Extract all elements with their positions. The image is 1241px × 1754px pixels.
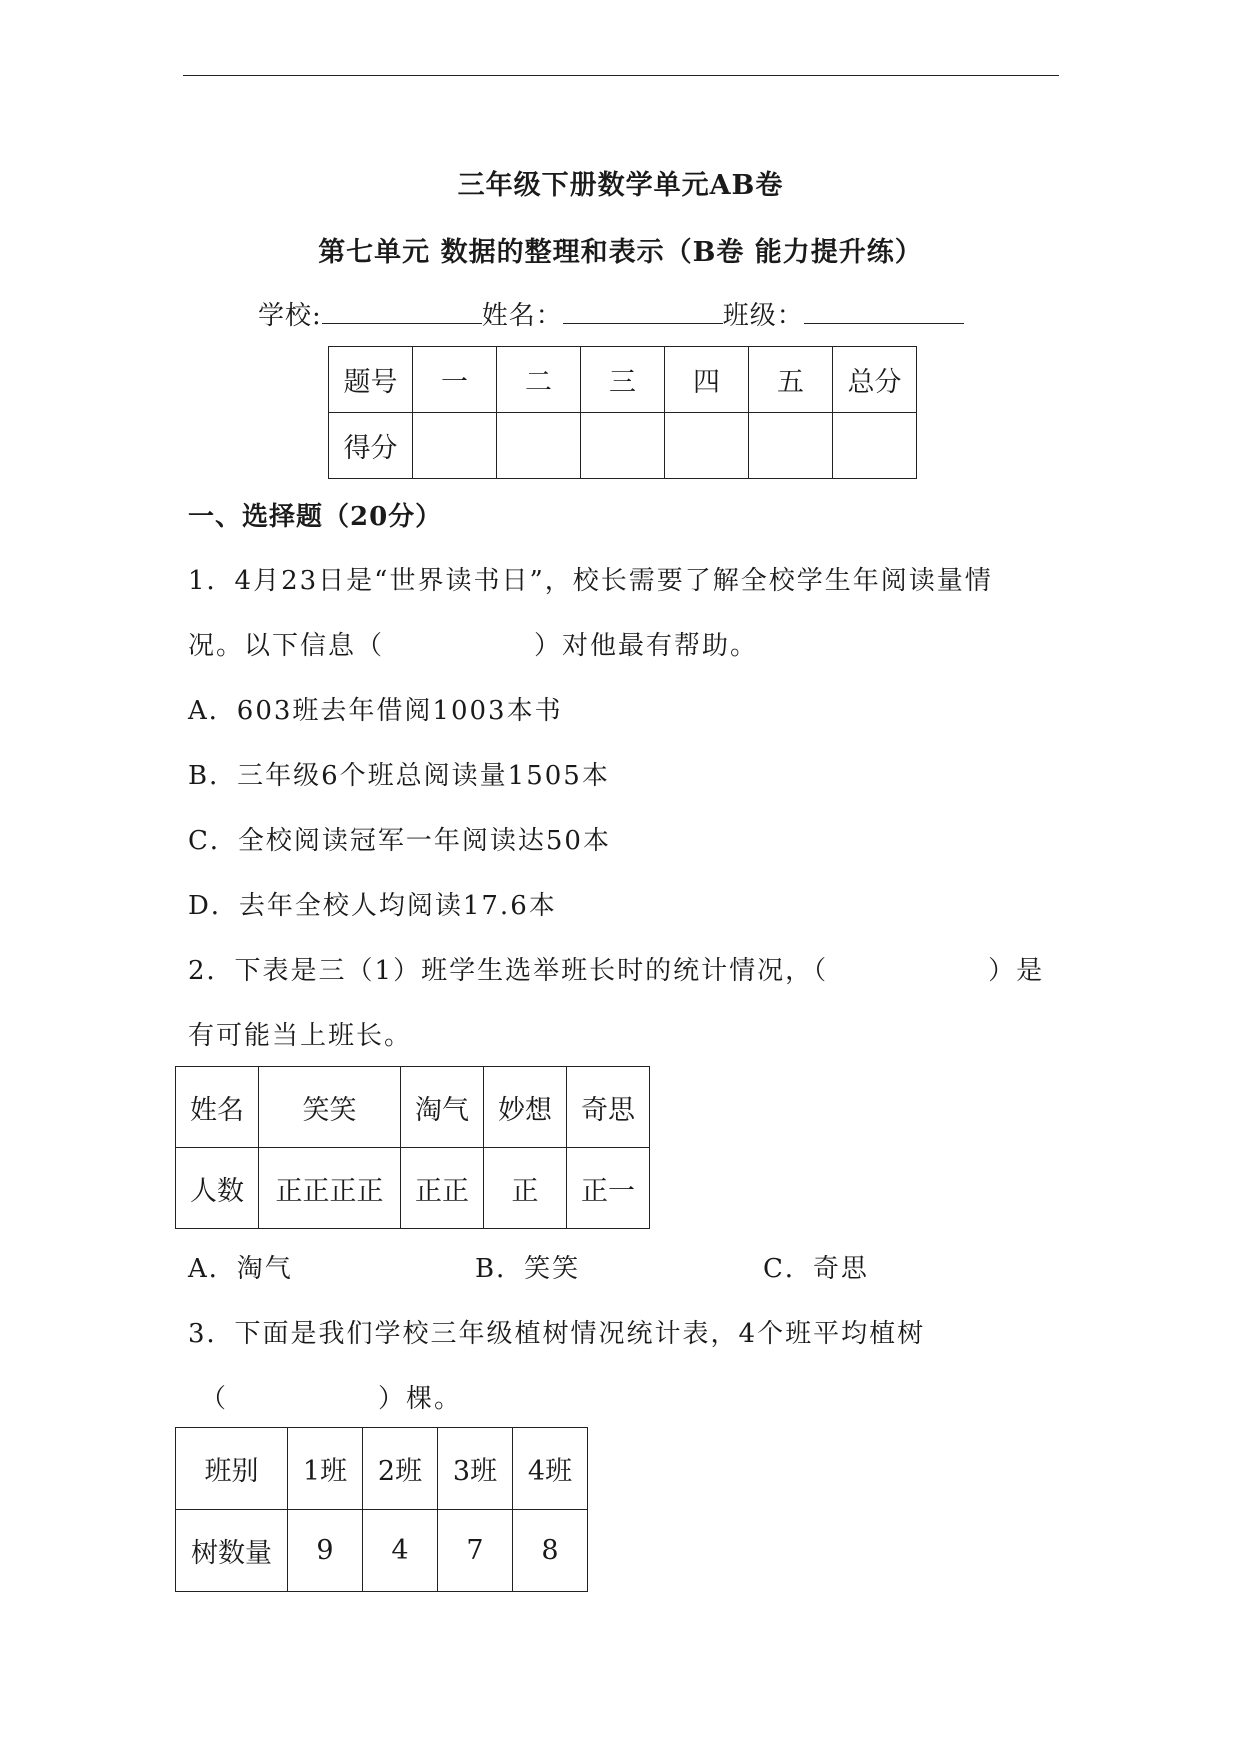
q3-tree-table <box>175 1427 588 1592</box>
table-header-cell: 3班 <box>438 1428 513 1510</box>
table-header-cell: 笑笑 <box>259 1067 401 1148</box>
class-label: 班级： <box>722 301 804 331</box>
name-field[interactable] <box>563 301 723 324</box>
q2-text-before-blank: 2．下表是三（1）班学生选举班长时的统计情况，（ <box>188 956 829 986</box>
score-input-cell[interactable] <box>665 413 749 479</box>
score-input-cell[interactable] <box>749 413 833 479</box>
score-input-cell[interactable] <box>581 413 665 479</box>
q1-option-d: D．去年全校人均阅读17.6本 <box>188 891 557 921</box>
table-cell: 9 <box>288 1510 363 1592</box>
score-input-cell[interactable] <box>413 413 497 479</box>
table-cell: 7 <box>438 1510 513 1592</box>
table-header-cell: 姓名 <box>176 1067 259 1148</box>
q3-text-after-blank: ）棵。 <box>378 1384 463 1414</box>
table-header-cell: 班别 <box>176 1428 288 1510</box>
q2-option-c: C．奇思 <box>763 1254 869 1284</box>
table-cell: 树数量 <box>176 1510 288 1592</box>
section-heading: 一、选择题（20分） <box>188 502 443 532</box>
score-table <box>328 346 917 479</box>
table-cell: 8 <box>513 1510 588 1592</box>
table-header-cell: 1班 <box>288 1428 363 1510</box>
score-row-label: 得分 <box>329 413 413 479</box>
q1-line2 <box>188 625 758 662</box>
q1-line1: 1．4月23日是“世界读书日”，校长需要了解全校学生年阅读量情 <box>188 566 993 596</box>
q2-text-after-blank: ）是 <box>988 956 1045 986</box>
score-header-cell: 题号 <box>329 347 413 413</box>
table-cell: 正正正正 <box>259 1148 401 1229</box>
score-header-cell: 二 <box>497 347 581 413</box>
table-header-cell: 2班 <box>363 1428 438 1510</box>
table-header-cell: 淘气 <box>401 1067 484 1148</box>
q2-option-a: A．淘气 <box>188 1254 293 1284</box>
school-field[interactable] <box>322 301 482 324</box>
score-header-cell: 四 <box>665 347 749 413</box>
score-input-cell[interactable] <box>833 413 917 479</box>
table-header-cell: 4班 <box>513 1428 588 1510</box>
table-cell: 正一 <box>567 1148 650 1229</box>
q2-vote-table <box>175 1066 650 1229</box>
class-field[interactable] <box>804 301 964 324</box>
table-cell: 人数 <box>176 1148 259 1229</box>
q3-line2 <box>200 1378 462 1415</box>
table-cell: 正正 <box>401 1148 484 1229</box>
score-input-cell[interactable] <box>497 413 581 479</box>
score-header-cell: 五 <box>749 347 833 413</box>
q1-text-after-blank: ）对他最有帮助。 <box>534 631 759 661</box>
q1-option-a: A．603班去年借阅1003本书 <box>188 696 563 726</box>
name-label: 姓名： <box>481 301 563 331</box>
table-header-cell: 妙想 <box>484 1067 567 1148</box>
q1-option-c: C．全校阅读冠军一年阅读达50本 <box>188 826 611 856</box>
table-header-cell: 奇思 <box>567 1067 650 1148</box>
score-header-cell: 一 <box>413 347 497 413</box>
q3-text-before-blank: （ <box>200 1384 229 1414</box>
top-rule <box>183 75 1059 76</box>
page-subtitle: 第七单元 数据的整理和表示（B卷 能力提升练） <box>318 237 923 268</box>
school-label: 学校: <box>258 301 322 331</box>
student-info-line <box>258 295 964 332</box>
q1-option-b: B．三年级6个班总阅读量1505本 <box>188 761 610 791</box>
score-header-cell: 总分 <box>833 347 917 413</box>
q2-option-b: B．笑笑 <box>475 1254 581 1284</box>
q2-line1 <box>188 950 1044 987</box>
q3-line1: 3．下面是我们学校三年级植树情况统计表，4个班平均植树 <box>188 1319 926 1349</box>
page-title: 三年级下册数学单元AB卷 <box>457 170 784 201</box>
score-header-cell: 三 <box>581 347 665 413</box>
table-cell: 4 <box>363 1510 438 1592</box>
q2-line2: 有可能当上班长。 <box>188 1021 413 1051</box>
table-cell: 正 <box>484 1148 567 1229</box>
q1-text-before-blank: 况。以下信息（ <box>188 631 385 661</box>
